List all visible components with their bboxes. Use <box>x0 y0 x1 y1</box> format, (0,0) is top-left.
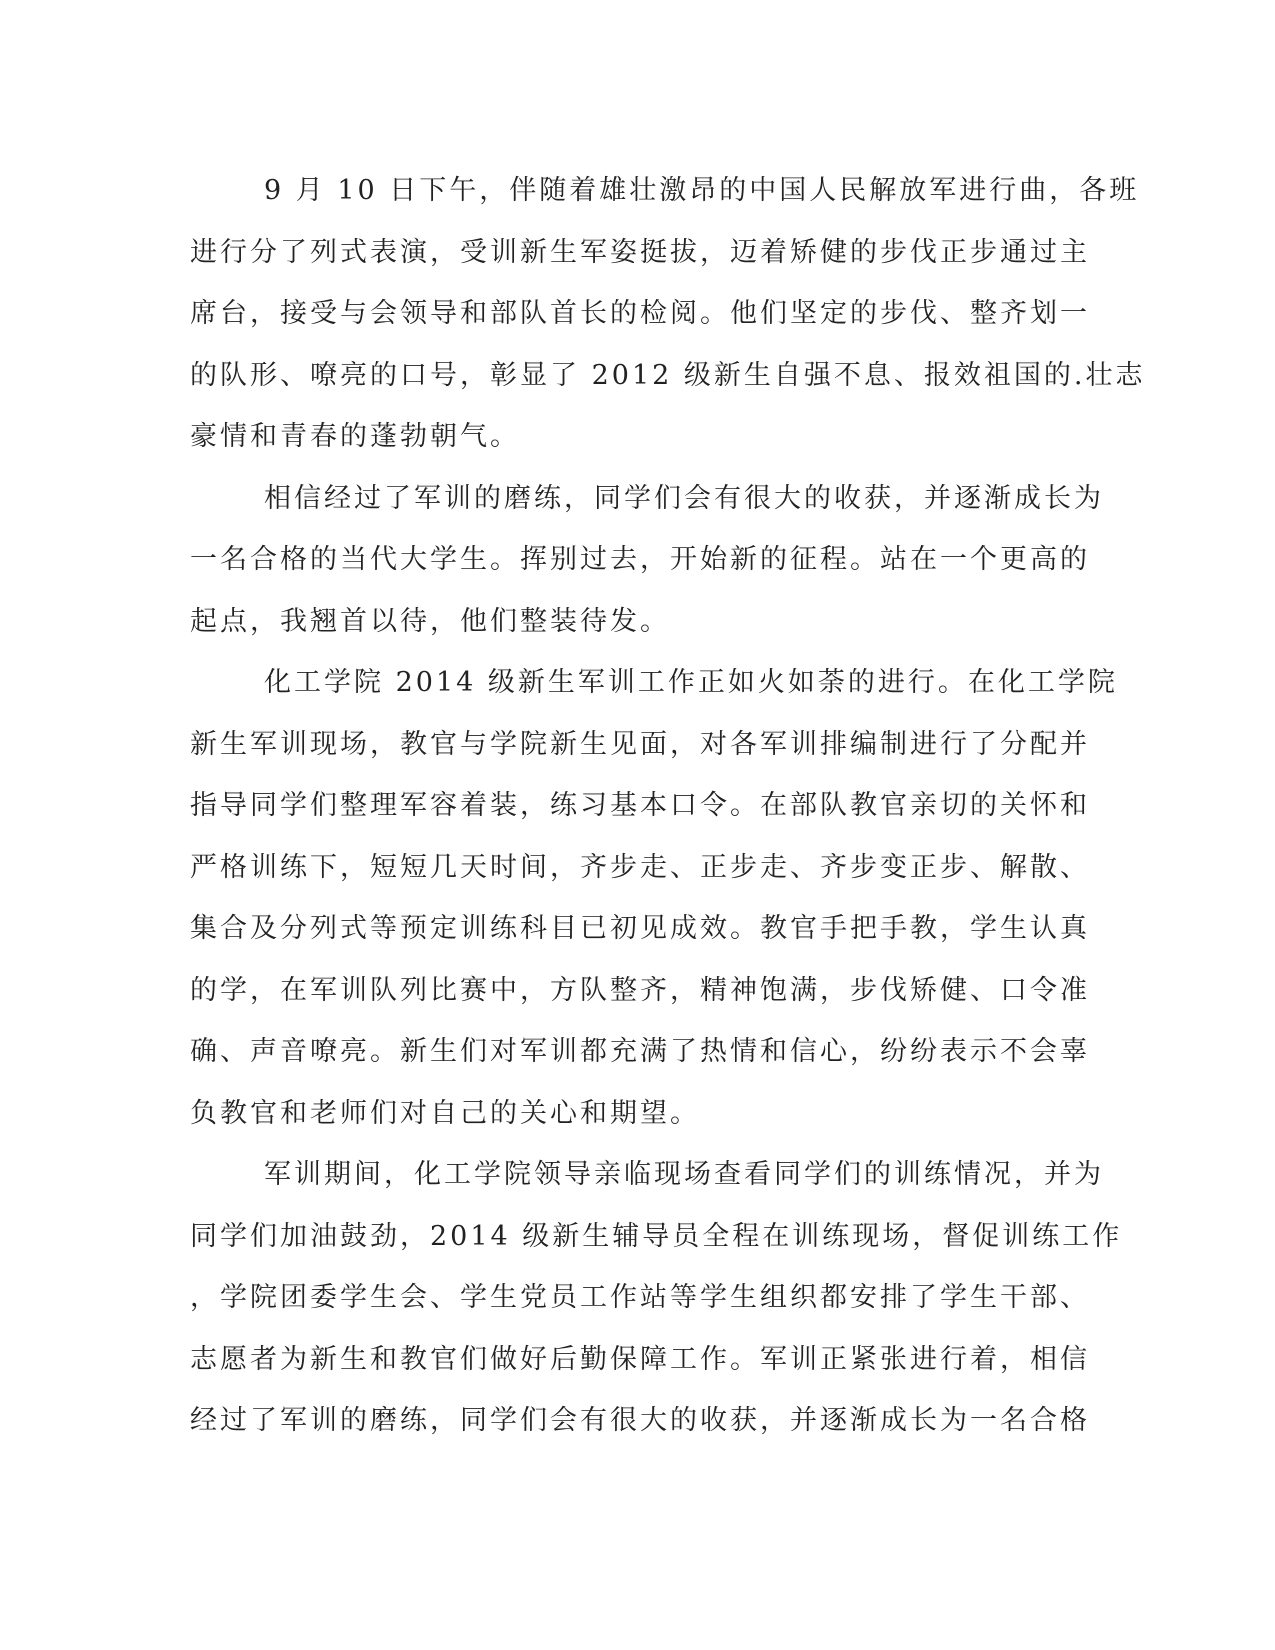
paragraph-3-line-1: 化工学院 2014 级新生军训工作正如火如荼的进行。在化工学院 <box>264 667 1118 698</box>
paragraph-3-line-3: 指导同学们整理军容着装，练习基本口令。在部队教官亲切的关怀和 <box>190 790 1090 821</box>
paragraph-1-line-1: 9 月 10 日下午，伴随着雄壮激昂的中国人民解放军进行曲，各班 <box>264 175 1140 206</box>
paragraph-4-line-4: 志愿者为新生和教官们做好后勤保障工作。军训正紧张进行着，相信 <box>190 1343 1090 1375</box>
paragraph-2-line-2: 一名合格的当代大学生。挥别过去，开始新的征程。站在一个更高的 <box>190 544 1090 575</box>
document-body <box>190 160 1146 1452</box>
paragraph-1-line-3: 席台，接受与会领导和部队首长的检阅。他们坚定的步伐、整齐划一 <box>190 298 1090 329</box>
paragraph-2-line-3: 起点，我翘首以待，他们整装待发。 <box>190 605 670 637</box>
paragraph-3-line-7: 确、声音嘹亮。新生们对军训都充满了热情和信心，纷纷表示不会辜 <box>190 1036 1090 1067</box>
paragraph-3-line-4: 严格训练下，短短几天时间，齐步走、正步走、齐步变正步、解散、 <box>190 851 1090 883</box>
paragraph-1-line-4: 的队形、嘹亮的口号，彰显了 2012 级新生自强不息、报效祖国的.壮志 <box>190 359 1146 391</box>
paragraph-1-line-5: 豪情和青春的蓬勃朝气。 <box>190 421 520 452</box>
paragraph-4-line-3: ，学院团委学生会、学生党员工作站等学生组织都安排了学生干部、 <box>190 1282 1090 1313</box>
paragraph-3-line-2: 新生军训现场，教官与学院新生见面，对各军训排编制进行了分配并 <box>190 728 1090 760</box>
paragraph-4-line-2: 同学们加油鼓劲，2014 级新生辅导员全程在训练现场，督促训练工作 <box>190 1220 1123 1252</box>
paragraph-1-line-2: 进行分了列式表演，受训新生军姿挺拔，迈着矫健的步伐正步通过主 <box>190 236 1090 268</box>
paragraph-4-line-5: 经过了军训的磨练，同学们会有很大的收获，并逐渐成长为一名合格 <box>190 1405 1090 1436</box>
paragraph-2-line-1: 相信经过了军训的磨练，同学们会有很大的收获，并逐渐成长为 <box>264 482 1104 514</box>
paragraph-4-line-1: 军训期间，化工学院领导亲临现场查看同学们的训练情况，并为 <box>264 1159 1104 1190</box>
paragraph-3-line-6: 的学，在军训队列比赛中，方队整齐，精神饱满，步伐矫健、口令准 <box>190 974 1090 1006</box>
paragraph-3-line-8: 负教官和老师们对自己的关心和期望。 <box>190 1097 700 1129</box>
paragraph-3-line-5: 集合及分列式等预定训练科目已初见成效。教官手把手教，学生认真 <box>190 913 1090 944</box>
